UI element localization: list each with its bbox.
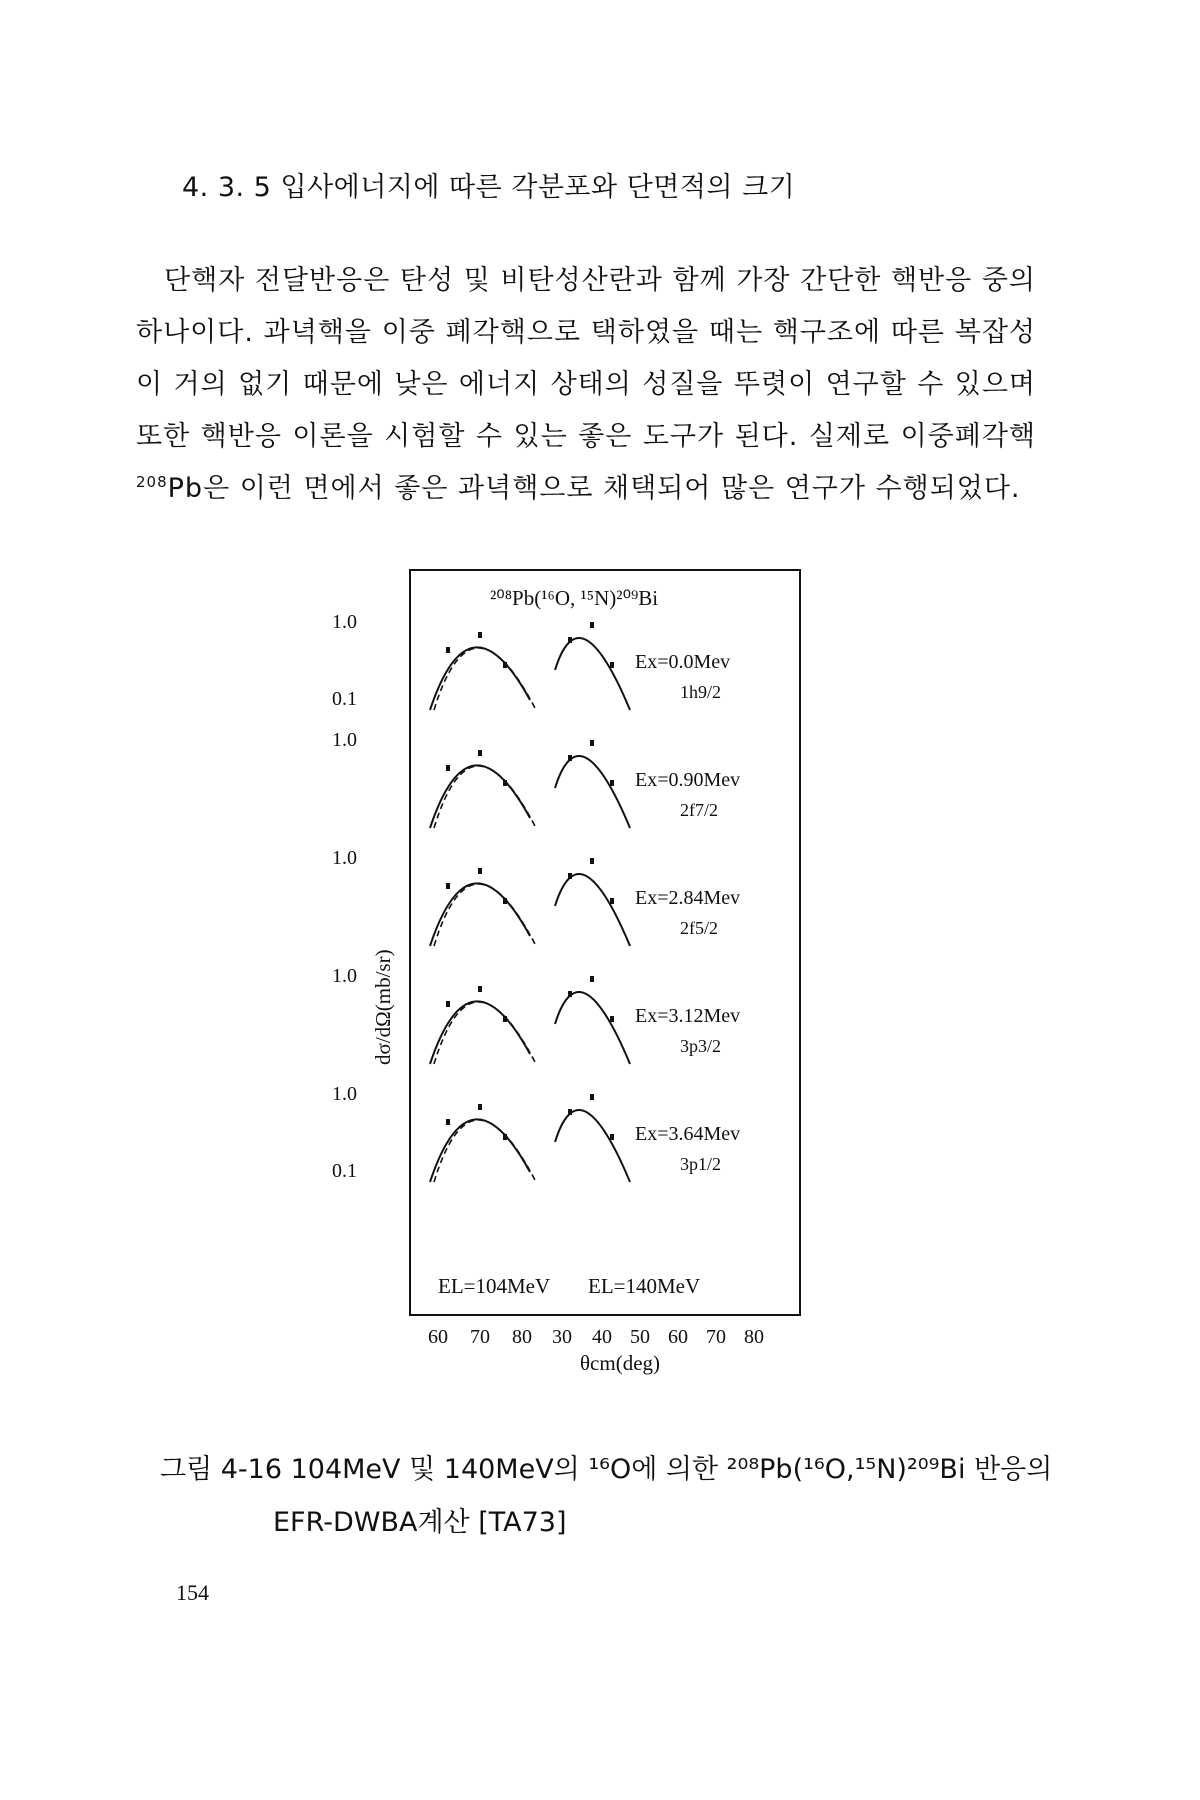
drwba-dashed-curve-104 [434, 766, 536, 828]
data-point-marker [503, 1016, 507, 1022]
figure-caption [160, 1447, 1052, 1486]
cross-section-plot [330, 565, 810, 1425]
data-point-marker [590, 622, 594, 628]
state-label: 2f7/2 [680, 800, 718, 820]
panels-group [332, 611, 740, 1182]
state-label: 3p1/2 [680, 1154, 722, 1174]
data-point-marker [446, 765, 450, 771]
y-tick-label: 1.0 [332, 965, 357, 987]
x-tick-label: 50 [630, 1326, 650, 1348]
data-point-marker [568, 873, 572, 879]
isotope-mass-number: 208 [136, 473, 168, 491]
x-tick-label: 80 [744, 1326, 764, 1348]
x-tick-labels-right [552, 1326, 764, 1348]
data-point-marker [478, 1104, 482, 1110]
page-number: 154 [176, 1580, 209, 1605]
data-point-marker [610, 780, 614, 786]
data-point-marker [446, 883, 450, 889]
data-point-marker [503, 1134, 507, 1140]
excitation-energy-label: Ex=2.84Mev [635, 887, 741, 909]
drwba-curve-140 [555, 1110, 630, 1182]
data-point-marker [568, 1109, 572, 1115]
caption-prefix: 그림 4-16 104MeV 및 140MeV의 [160, 1454, 589, 1485]
caption-reaction: ²⁰⁸Pb(¹⁶O,¹⁵N)²⁰⁹Bi [726, 1454, 966, 1485]
body-paragraph [136, 255, 1036, 515]
excitation-energy-label: Ex=3.64Mev [635, 1123, 741, 1145]
data-point-marker [590, 1094, 594, 1100]
data-point-marker [446, 1001, 450, 1007]
data-point-marker [610, 1134, 614, 1140]
data-point-marker [478, 868, 482, 874]
data-point-marker [503, 780, 507, 786]
drwba-curve-140 [555, 756, 630, 828]
x-tick-label: 40 [592, 1326, 612, 1348]
data-point-marker [568, 755, 572, 761]
drwba-curve-140 [555, 874, 630, 946]
y-tick-label: 1.0 [332, 1083, 357, 1105]
data-point-marker [590, 976, 594, 982]
drwba-curve-140 [555, 638, 630, 710]
x-tick-label: 60 [428, 1326, 448, 1348]
drwba-curve-140 [555, 992, 630, 1064]
section-heading: 4. 3. 5 입사에너지에 따른 각분포와 단면적의 크기 [182, 172, 796, 203]
data-point-marker [503, 898, 507, 904]
data-point-marker [568, 637, 572, 643]
state-label: 3p3/2 [680, 1036, 722, 1056]
drwba-dashed-curve-104 [434, 884, 536, 946]
y-tick-label: 1.0 [332, 729, 357, 751]
excitation-energy-label: Ex=0.0Mev [635, 651, 731, 673]
x-tick-label: 70 [706, 1326, 726, 1348]
x-axis-label: θcm(deg) [580, 1351, 661, 1375]
beam-energy-left: EL=104MeV [438, 1274, 551, 1298]
isotope-symbol: Pb [167, 473, 204, 504]
y-tick-label: 1.0 [332, 611, 357, 633]
state-label: 1h9/2 [680, 682, 722, 702]
y-axis-label: dσ/dΩ(mb/sr) [371, 949, 395, 1065]
drwba-dashed-curve-104 [434, 1120, 536, 1182]
data-point-marker [610, 1016, 614, 1022]
data-point-marker [478, 632, 482, 638]
x-tick-label: 80 [512, 1326, 532, 1348]
figure-caption-line2: EFR-DWBA계산 [TA73] [273, 1507, 567, 1538]
x-tick-label: 60 [668, 1326, 688, 1348]
data-point-marker [478, 986, 482, 992]
y-tick-label: 1.0 [332, 847, 357, 869]
paragraph-part1: 단핵자 전달반응은 탄성 및 비탄성산란과 함께 가장 간단한 핵반응 중의 하나이다. 과녁핵을 이중 폐각핵으로 택하였을 때는 핵구조에 따른 복잡성이 거의 없기 때문에 낮은 에너지 상태의 성질을 뚜렷이 연구할 수 있으며 또한 핵반응 이론을 시험할 수 있는 좋은 도구가 된다. 실제로 이중폐각핵 [136, 265, 1036, 452]
y-tick-label: 0.1 [332, 688, 357, 710]
plot-frame [410, 570, 800, 1315]
excitation-energy-label: Ex=3.12Mev [635, 1005, 741, 1027]
caption-suffix: 반응의 [965, 1454, 1053, 1485]
data-point-marker [446, 647, 450, 653]
data-point-marker [503, 662, 507, 668]
caption-o16: ¹⁶O [588, 1454, 632, 1485]
data-point-marker [568, 991, 572, 997]
y-tick-label: 0.1 [332, 1160, 357, 1182]
reaction-label: ²⁰⁸Pb(¹⁶O, ¹⁵N)²⁰⁹Bi [490, 586, 659, 610]
caption-mid: 에 의한 [631, 1454, 727, 1485]
x-tick-label: 70 [470, 1326, 490, 1348]
data-point-marker [610, 662, 614, 668]
beam-energy-right: EL=140MeV [588, 1274, 701, 1298]
data-point-marker [590, 740, 594, 746]
x-tick-label: 30 [552, 1326, 572, 1348]
data-point-marker [446, 1119, 450, 1125]
data-point-marker [478, 750, 482, 756]
data-point-marker [590, 858, 594, 864]
excitation-energy-label: Ex=0.90Mev [635, 769, 741, 791]
x-tick-labels-left [428, 1326, 532, 1348]
drwba-dashed-curve-104 [434, 648, 536, 710]
figure [330, 565, 810, 1425]
data-point-marker [610, 898, 614, 904]
drwba-dashed-curve-104 [434, 1002, 536, 1064]
state-label: 2f5/2 [680, 918, 718, 938]
paragraph-part2: 은 이런 면에서 좋은 과녁핵으로 채택되어 많은 연구가 수행되었다. [203, 473, 1021, 504]
